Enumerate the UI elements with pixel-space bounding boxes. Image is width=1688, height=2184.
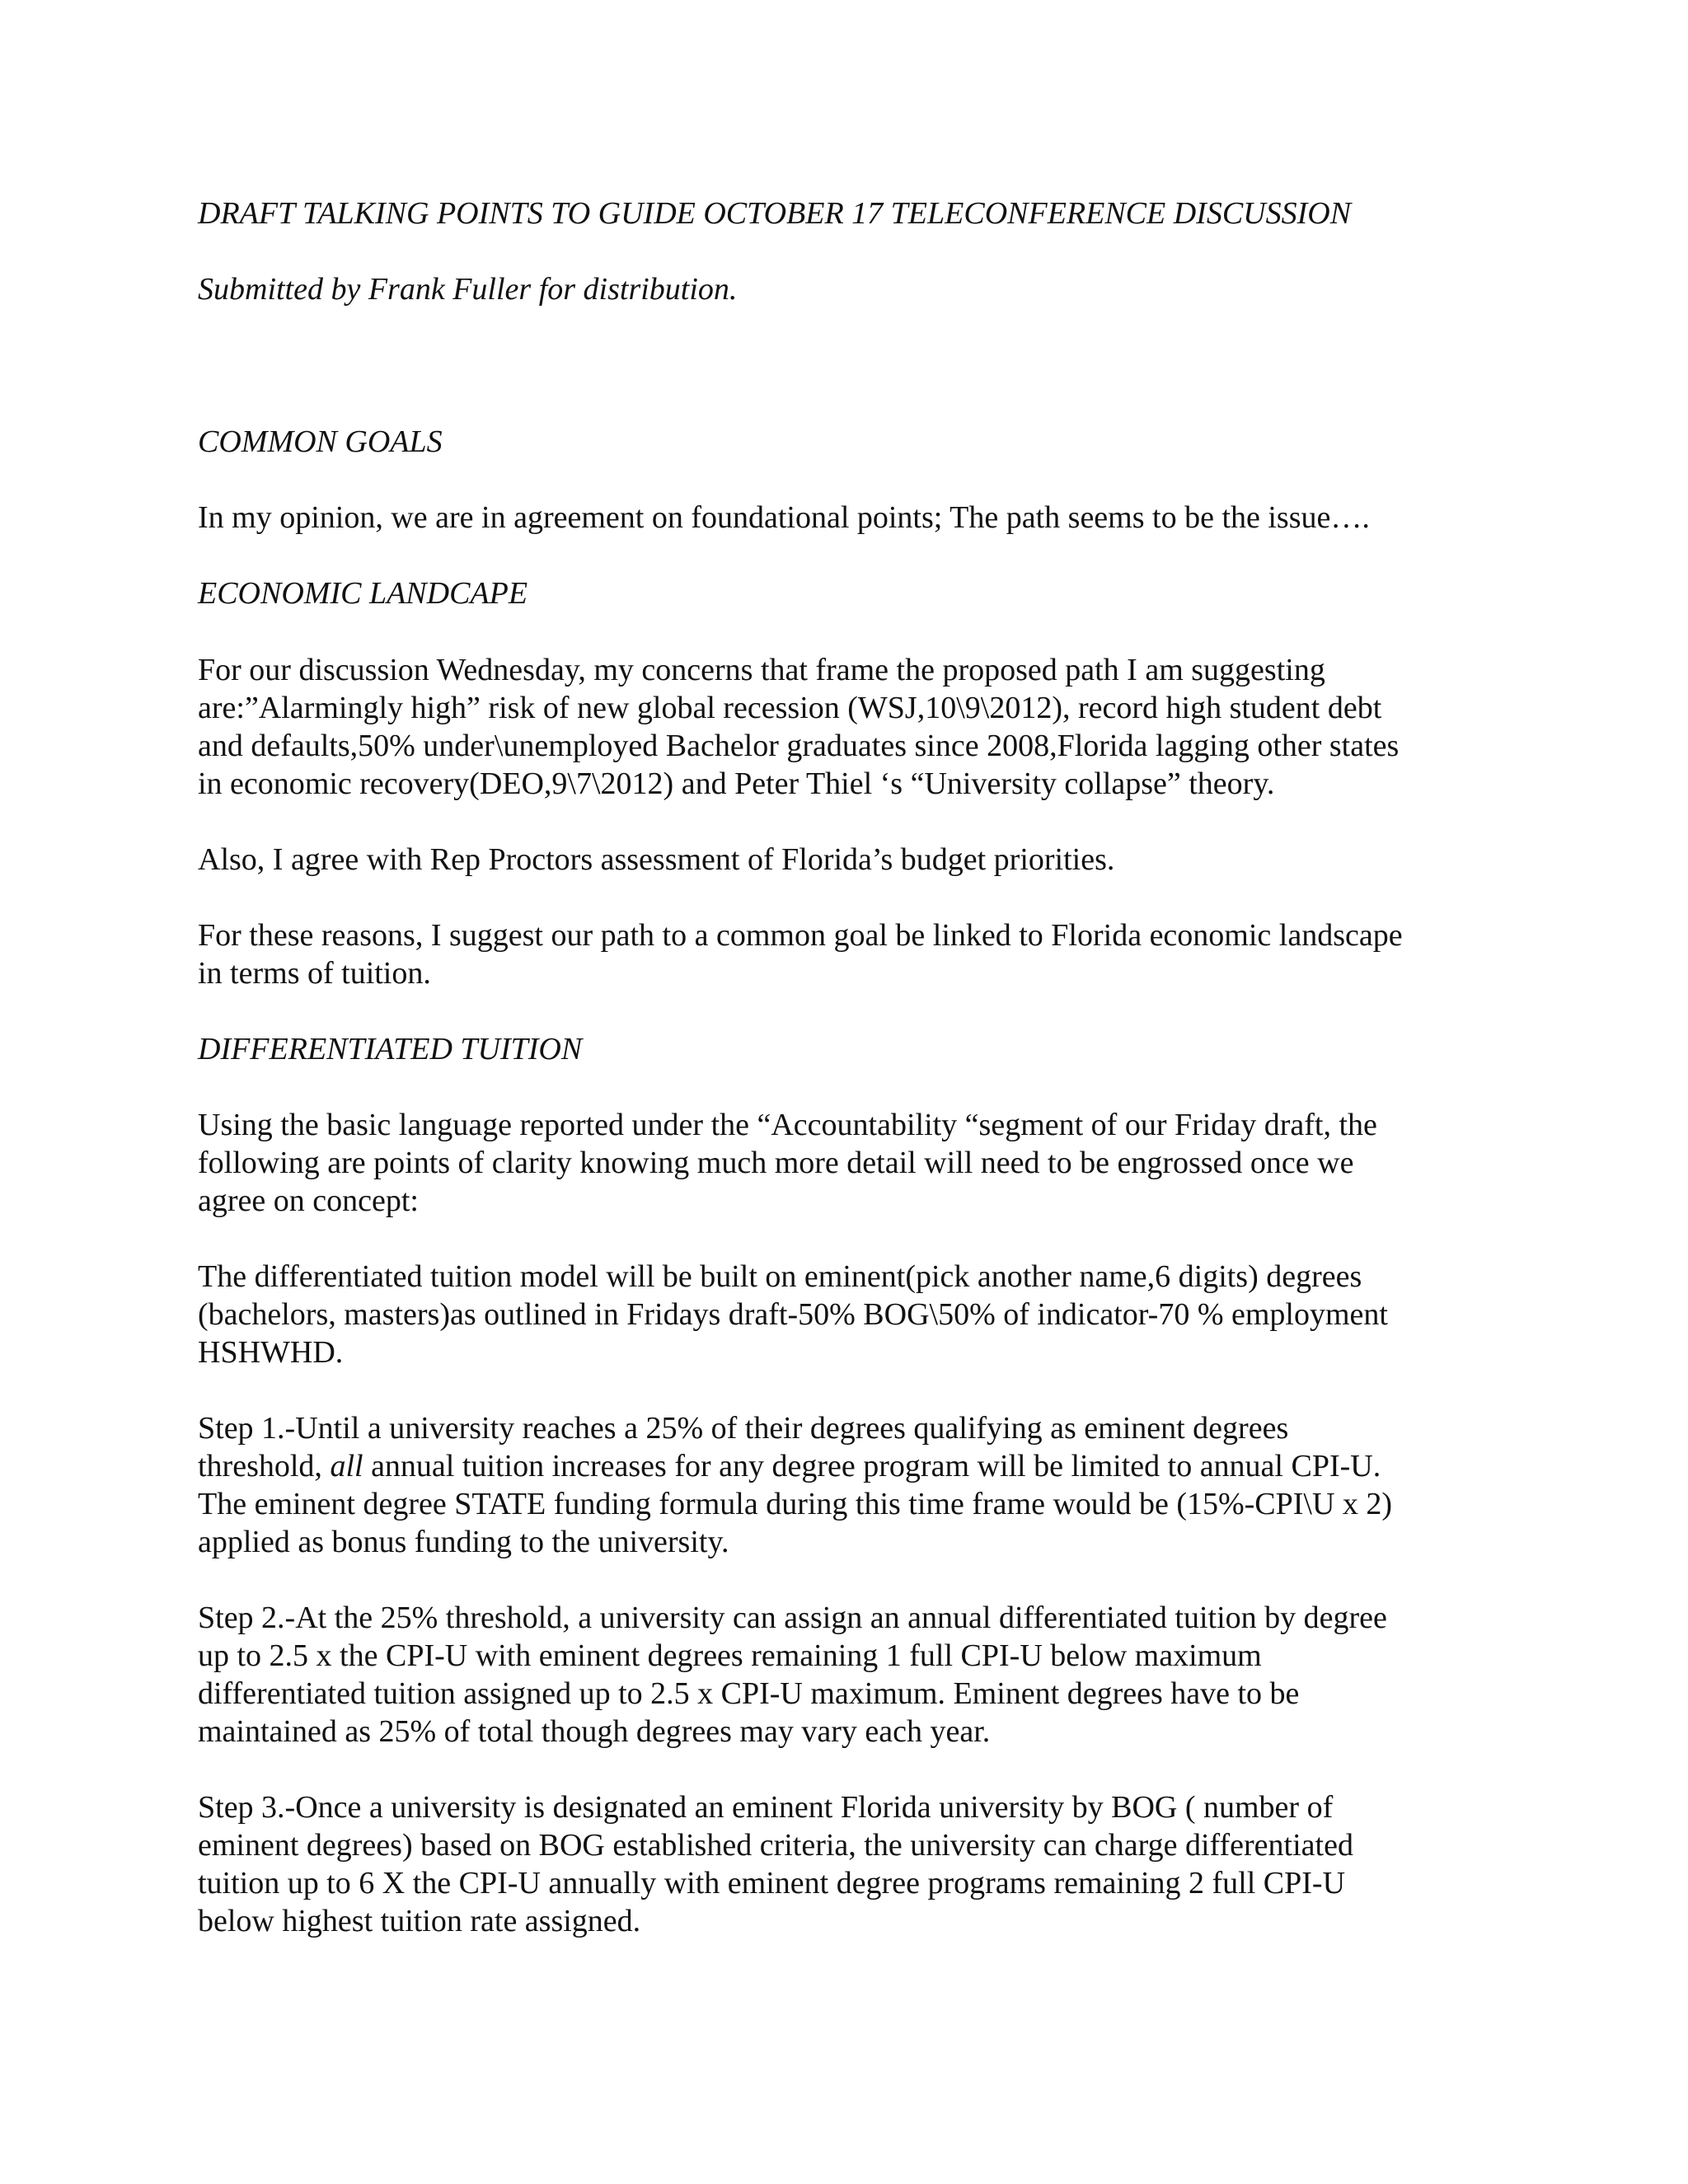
step-1-text-end: annual tuition increases for any degree program will be limited to annual CPI-U. The eminent degree STATE funding formula during this time frame would be (15%-CPI\U x 2) applied as bonus funding to the university.: [198, 1449, 1393, 1559]
economic-landscape-heading: ECONOMIC LANDCAPE: [198, 576, 528, 611]
step-3-paragraph: Step 3.-Once a university is designated an eminent Florida university by BOG ( number of eminent degrees) based on BOG established criteria, the university can charge differentiated tuition up to 6 X the CPI-U annually with eminent degree programs remaining 2 full CPI-U below highest tuition rate assigned.: [198, 1790, 1353, 1938]
economic-landscape-paragraph-2: Also, I agree with Rep Proctors assessment of Florida’s budget priorities.: [198, 842, 1115, 877]
common-goals-heading: COMMON GOALS: [198, 424, 443, 459]
economic-landscape-paragraph-3: For these reasons, I suggest our path to a common goal be linked to Florida economic landscape in terms of tuition.: [198, 918, 1403, 991]
step-1-emphasis: all: [330, 1449, 363, 1483]
step-1-paragraph: [198, 1409, 1484, 1561]
document-title: DRAFT TALKING POINTS TO GUIDE OCTOBER 17 TELECONFERENCE DISCUSSION: [198, 196, 1352, 231]
submitted-by-line: Submitted by Frank Fuller for distribution.: [198, 272, 738, 307]
differentiated-tuition-paragraph-2: The differentiated tuition model will be built on eminent(pick another name,6 digits) degrees (bachelors, masters)as outlined in Fridays draft-50% BOG\50% of indicator-70 % employment HSHWHD.: [198, 1259, 1388, 1370]
step-2-paragraph: Step 2.-At the 25% threshold, a university can assign an annual differentiated tuition by degree up to 2.5 x the CPI-U with eminent degrees remaining 1 full CPI-U below maximum differentiated tuition assigned up to 2.5 x CPI-U maximum. Eminent degrees have to be maintained as 25% of total though degrees may vary each year.: [198, 1601, 1387, 1749]
differentiated-tuition-paragraph-1: Using the basic language reported under the “Accountability “segment of our Friday draft, the following are points of clarity knowing much more detail will need to be engrossed once we agree on concept:: [198, 1108, 1377, 1218]
economic-landscape-paragraph-1: For our discussion Wednesday, my concerns that frame the proposed path I am suggesting are:”Alarmingly high” risk of new global recession (WSJ,10\9\2012), record high student debt and defaults,50% under\unemployed Bachelor graduates since 2008,Florida lagging other states in economic recovery(DEO,9\7\2012) and Peter Thiel ‘s “University collapse” theory.: [198, 653, 1400, 801]
step-1-text-start: Step 1.-Until a university reaches a 25% of their degrees qualifying as eminent degrees threshold,: [198, 1411, 1289, 1483]
common-goals-text: In my opinion, we are in agreement on foundational points; The path seems to be the issue….: [198, 500, 1370, 535]
differentiated-tuition-heading: DIFFERENTIATED TUITION: [198, 1032, 583, 1066]
